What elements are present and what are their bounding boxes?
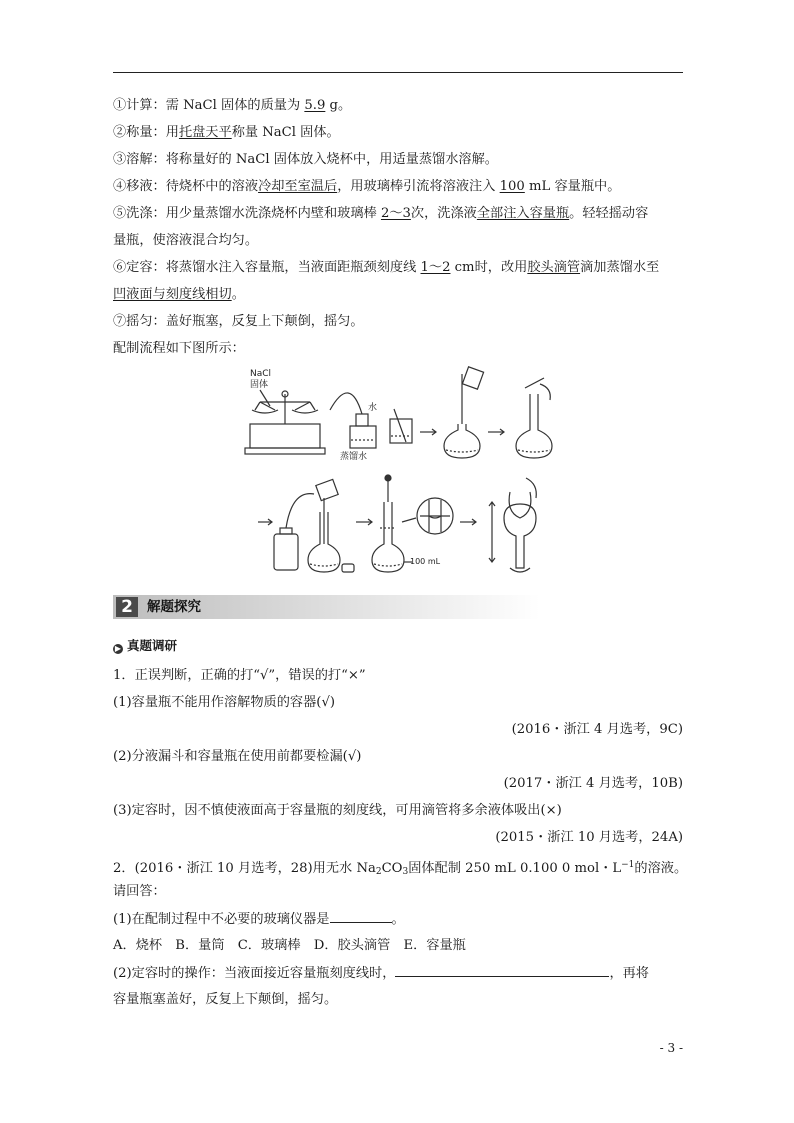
label-water: 水 xyxy=(368,403,378,413)
process-figure-bottom xyxy=(240,472,560,578)
answer-blank-2[interactable] xyxy=(395,964,609,977)
figure-intro: 配制流程如下图所示： xyxy=(113,341,245,356)
q2-stem: 2．(2016・浙江 10 月选考，28)用无水 $Na_2CO_3$固体配制 250 mL 0.100 0 mol・$L^{-1}$的溶液。 xyxy=(113,860,688,877)
q1-item-1: (1)容量瓶不能用作溶解物质的容器(√) xyxy=(113,695,335,710)
play-icon: ▶ xyxy=(114,644,122,653)
q2-part-2: (2)定容时的操作：当液面接近容量瓶刻度线时， ，再将 xyxy=(113,966,649,981)
step-5: ⑤洗涤：用少量蒸馏水洗涤烧杯内壁和玻璃棒 2～3次，洗涤液全部注入容量瓶。轻轻摇动容 xyxy=(113,206,649,221)
q1-item-2-source: (2017・浙江 4 月选考，10B) xyxy=(503,776,683,791)
process-figure-top xyxy=(240,364,560,464)
label-distilled: 蒸馏水 xyxy=(340,452,368,462)
step-3: ③溶解：将称量好的 NaCl 固体放入烧杯中，用适量蒸馏水溶解。 xyxy=(113,152,498,167)
header-rule xyxy=(113,72,683,73)
step-1: ①计算：需 NaCl 固体的质量为 5.9 g。 xyxy=(113,98,352,113)
q2-options: A．烧杯 B．量筒 C．玻璃棒 D．胶头滴管 E．容量瓶 xyxy=(113,938,466,953)
step-6-cont: 凹液面与刻度线相切。 xyxy=(113,287,245,302)
label-solid: 固体 xyxy=(250,380,269,390)
q1-item-3-source: (2015・浙江 10 月选考，24A) xyxy=(495,830,683,845)
label-nacl: NaCl xyxy=(250,369,272,379)
label-100ml: 100 mL xyxy=(410,557,441,566)
section-title: 解题探究 xyxy=(147,599,201,615)
answer-blank-1[interactable] xyxy=(330,910,392,923)
step-4: ④移液：待烧杯中的溶液冷却至室温后，用玻璃棒引流将溶液注入 100 mL 容量瓶中。 xyxy=(113,179,621,194)
q1-item-2: (2)分液漏斗和容量瓶在使用前都要检漏(√) xyxy=(113,749,362,764)
step-7: ⑦摇匀：盖好瓶塞，反复上下颠倒，摇匀。 xyxy=(113,314,364,329)
subsection-heading: ▶ 真题调研 xyxy=(114,638,178,653)
step-2: ②称量：用托盘天平称量 NaCl 固体。 xyxy=(113,125,340,140)
section-banner xyxy=(113,595,683,619)
page-number: - 3 - xyxy=(659,1041,683,1055)
q2-part-1: (1)在配制过程中不必要的玻璃仪器是 。 xyxy=(113,912,405,927)
q1-item-3: (3)定容时，因不慎使液面高于容量瓶的刻度线，可用滴管将多余液体吸出(×) xyxy=(113,803,562,818)
step-5-cont: 量瓶，使溶液混合均匀。 xyxy=(113,233,259,248)
step-6: ⑥定容：将蒸馏水注入容量瓶，当液面距瓶颈刻度线 1～2 cm时，改用胶头滴管滴加蒸馏水至 xyxy=(113,260,660,275)
section-number: 2 xyxy=(116,597,138,617)
q2-prompt: 请回答： xyxy=(113,884,166,899)
q1-item-1-source: (2016・浙江 4 月选考，9C) xyxy=(511,722,683,737)
q1-stem: 1．正误判断，正确的打“√”，错误的打“×” xyxy=(113,668,366,683)
q2-part-2-cont: 容量瓶塞盖好，反复上下颠倒，摇匀。 xyxy=(113,992,338,1007)
